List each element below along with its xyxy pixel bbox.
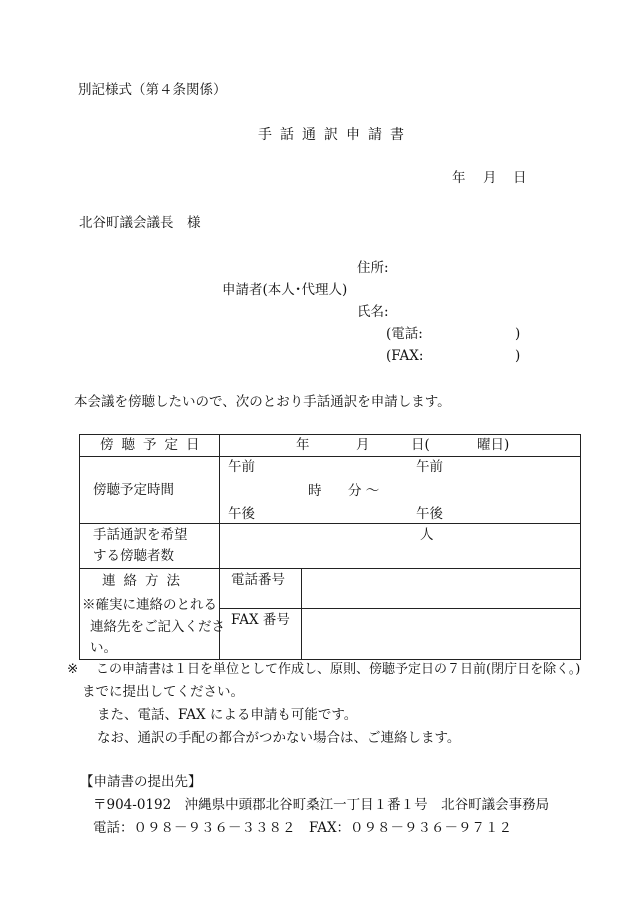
application-table xyxy=(79,434,581,660)
cell-time-input[interactable] xyxy=(220,457,581,524)
phone-number-label: 電話番号 xyxy=(231,572,285,588)
fax-number-label: FAX 番号 xyxy=(231,612,290,628)
visit-year-label: 年 xyxy=(296,437,310,453)
start-pm-label: 午後 xyxy=(228,506,255,522)
start-am-label: 午前 xyxy=(228,459,255,475)
table-row-time xyxy=(80,457,581,524)
phone-number-field[interactable] xyxy=(302,569,581,609)
date-day-label: 日 xyxy=(513,170,527,186)
note-line1: この申請書は１日を単位として作成し、原則、傍聴予定日の７日前(閉庁日を除く。) xyxy=(96,662,581,677)
fax-number-field[interactable] xyxy=(302,609,581,660)
intro-statement: 本会議を傍聴したいので、次のとおり手話通訳を申請します。 xyxy=(74,394,451,410)
cell-time-label xyxy=(80,457,220,524)
contact-method-title: 連絡方法 xyxy=(102,573,188,589)
attendees-label-line2: する傍聴者数 xyxy=(93,548,174,564)
document-title: 手話通訳申請書 xyxy=(258,127,412,143)
date-row-label: 傍聴予定日 xyxy=(100,437,208,453)
cell-contact-label xyxy=(80,569,225,660)
fax-label: (FAX: xyxy=(386,348,424,364)
visit-day-label: 日( xyxy=(411,437,430,453)
fax-close: ) xyxy=(515,348,521,364)
table-row-phone xyxy=(80,569,581,609)
contact-note-line2: 連絡先をご記入くださ xyxy=(90,619,225,635)
applicant-role-label: 申請者(本人･代理人) xyxy=(222,282,348,298)
addressee: 北谷町議会議長 様 xyxy=(79,215,201,231)
note-line3: また、電話、FAX による申請も可能です。 xyxy=(97,707,358,723)
note-line4: なお、通訳の手配の都合がつかない場合は、ご連絡します。 xyxy=(97,730,461,746)
contact-note-line3: い。 xyxy=(90,640,117,656)
note-mark: ※ xyxy=(67,661,79,677)
end-am-label: 午前 xyxy=(416,459,443,475)
end-pm-label: 午後 xyxy=(416,506,443,522)
contact-note-line1: ※確実に連絡のとれる xyxy=(82,597,217,613)
note-line2: までに提出してください。 xyxy=(82,684,244,700)
submission-address: 〒904-0192 沖縄県中頭郡北谷町桑江一丁目１番１号 北谷町議会事務局 xyxy=(93,797,550,813)
form-reference: 別記様式（第４条関係） xyxy=(78,82,227,98)
date-month-label: 月 xyxy=(483,170,497,186)
attendees-label-line1: 手話通訳を希望 xyxy=(93,527,188,543)
cell-date-input[interactable] xyxy=(220,435,581,457)
name-label: 氏名: xyxy=(357,304,389,320)
cell-attendees-input[interactable] xyxy=(220,524,581,569)
visit-month-label: 月 xyxy=(356,437,370,453)
time-row-label: 傍聴予定時間 xyxy=(93,482,174,498)
hour-label: 時 xyxy=(308,483,322,499)
cell-fax-label xyxy=(220,609,302,660)
submission-contact: 電話：０９８－９３６－３３８２ FAX：０９８－９３６－９７１２ xyxy=(93,820,513,836)
table-row-date xyxy=(80,435,581,457)
minute-label: 分 ～ xyxy=(348,483,380,499)
submission-heading: 【申請書の提出先】 xyxy=(80,774,202,790)
phone-label: (電話: xyxy=(386,326,423,342)
address-label: 住所: xyxy=(357,260,389,276)
visit-weekday-label: 曜日) xyxy=(477,437,510,453)
phone-close: ) xyxy=(515,326,521,342)
cell-attendees-label xyxy=(80,524,220,569)
cell-date-label xyxy=(80,435,220,457)
cell-phone-label xyxy=(220,569,302,609)
attendees-unit: 人 xyxy=(420,527,434,543)
table-row-attendees xyxy=(80,524,581,569)
date-year-label: 年 xyxy=(452,170,466,186)
